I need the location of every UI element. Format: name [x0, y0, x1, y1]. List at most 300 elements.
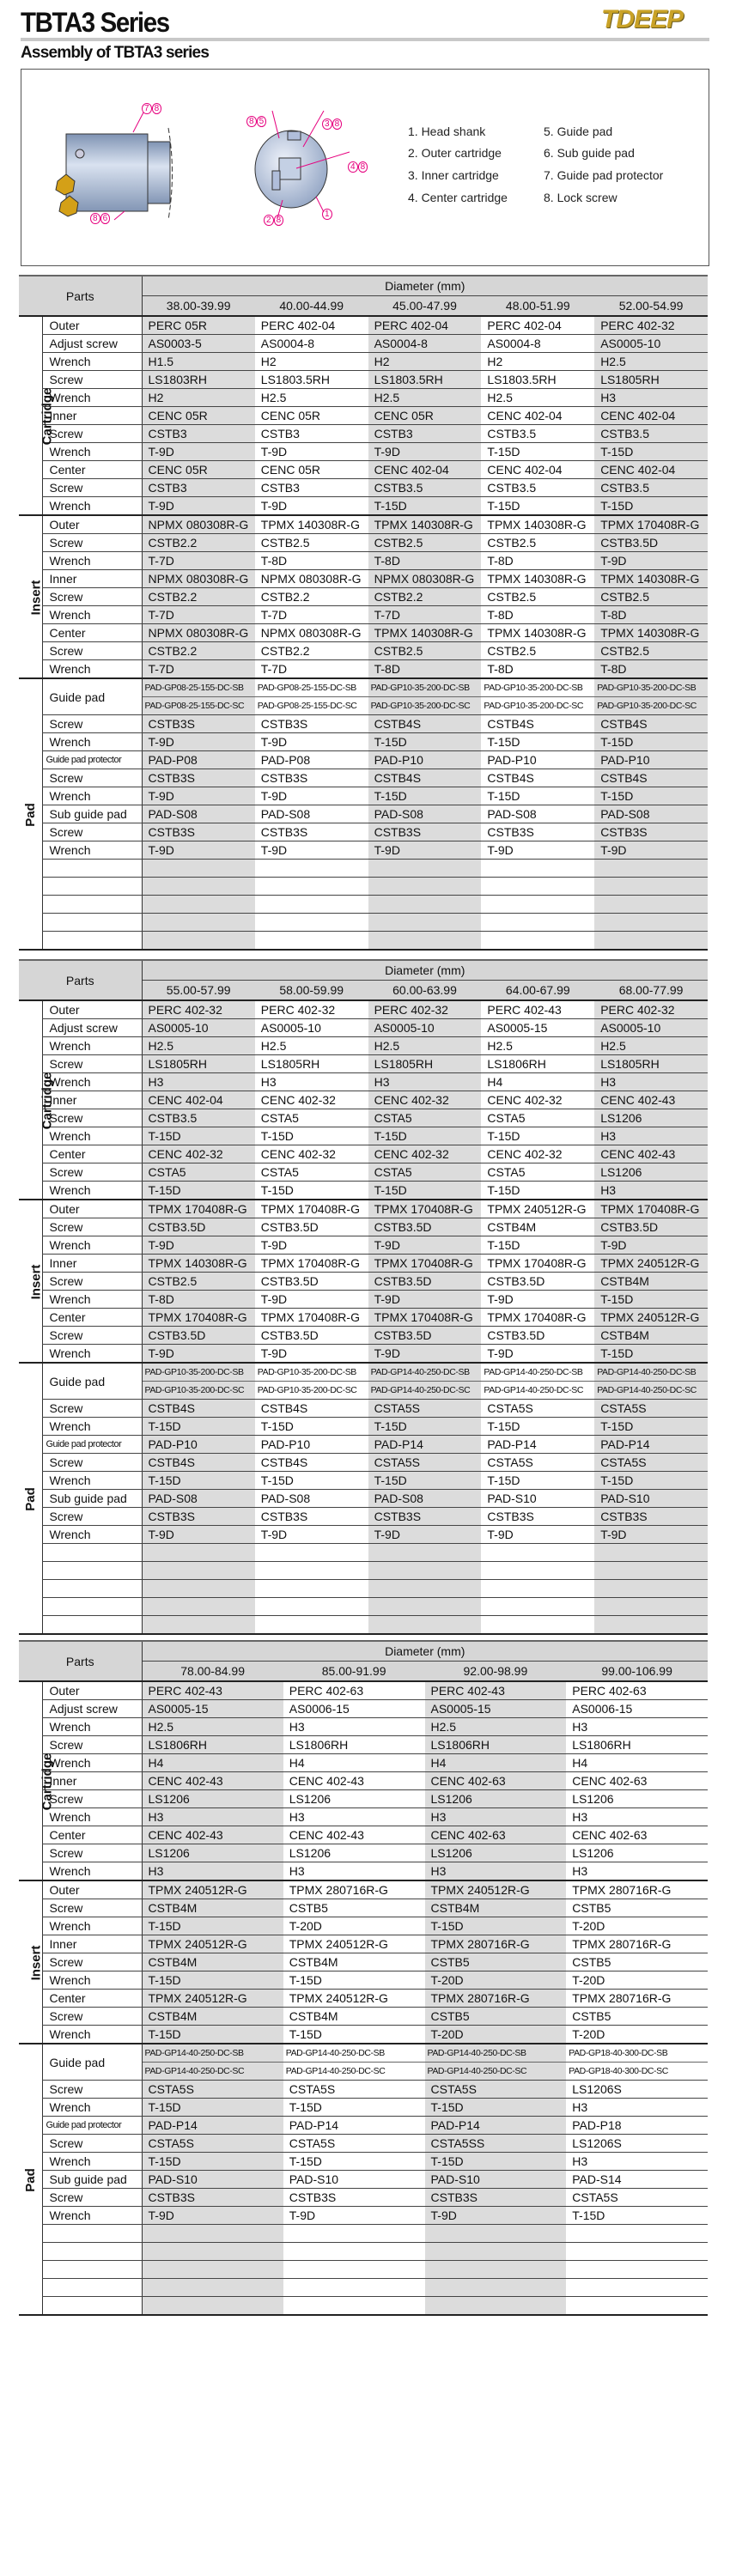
- part-code: PAD-P10: [594, 751, 708, 769]
- empty-cell: [566, 2279, 708, 2297]
- part-code: CENC 402-63: [566, 1826, 708, 1844]
- part-code: TPMX 140308R-G: [368, 515, 482, 534]
- part-code: CSTB2.5: [255, 534, 368, 552]
- part-code: CSTB3: [368, 425, 482, 443]
- part-code: T-9D: [255, 787, 368, 805]
- part-code: TPMX 280716R-G: [283, 1880, 425, 1899]
- part-code: CSTA5S: [425, 2081, 567, 2099]
- empty-row: [19, 1562, 708, 1580]
- part-code: TPMX 240512R-G: [283, 1990, 425, 2008]
- empty-cell: [142, 2279, 283, 2297]
- part-label: Adjust screw: [42, 1019, 142, 1037]
- part-label: Guide pad: [42, 1363, 142, 1400]
- part-code: CENC 402-32: [481, 1145, 594, 1163]
- part-label: Sub guide pad: [42, 805, 142, 823]
- part-code: H1.5: [142, 353, 255, 371]
- part-code: CSTB2.5: [594, 588, 708, 606]
- part-code: LS1805RH: [368, 1055, 482, 1073]
- empty-cell: [255, 1598, 368, 1616]
- diameter-range: 55.00-57.99: [142, 981, 255, 1001]
- table-row: [19, 1200, 708, 1218]
- part-label: Screw: [42, 1400, 142, 1418]
- part-code: CSTA5: [255, 1163, 368, 1182]
- part-code: TPMX 140308R-G: [255, 515, 368, 534]
- part-code: TPMX 170408R-G: [255, 1200, 368, 1218]
- part-code: TPMX 240512R-G: [594, 1255, 708, 1273]
- part-code: T-8D: [255, 552, 368, 570]
- part-label: Inner: [42, 570, 142, 588]
- empty-cell: [368, 932, 482, 951]
- table-row: [19, 497, 708, 516]
- part-code: CSTB3.5D: [142, 1327, 255, 1345]
- part-label: Wrench: [42, 1718, 142, 1736]
- table-row: [19, 1700, 708, 1718]
- part-label: Center: [42, 624, 142, 642]
- part-code: CSTA5: [142, 1163, 255, 1182]
- part-code: T-9D: [368, 841, 482, 860]
- part-code: H4: [481, 1073, 594, 1091]
- part-code: H3: [425, 1862, 567, 1881]
- callout-front-right: 4 8: [348, 162, 368, 172]
- part-code: T-15D: [142, 1182, 255, 1200]
- part-code: PAD-GP14-40-250-DC-SC: [594, 1382, 708, 1400]
- part-code: CENC 402-63: [425, 1772, 567, 1790]
- empty-cell: [142, 2243, 283, 2261]
- part-code: CSTB3.5D: [594, 1218, 708, 1236]
- part-code: CSTB3S: [283, 2189, 425, 2207]
- part-code: CSTA5S: [594, 1454, 708, 1472]
- empty-cell: [368, 860, 482, 878]
- part-code: PAD-GP10-35-200-DC-SB: [481, 678, 594, 697]
- part-code: CSTB3: [142, 425, 255, 443]
- part-code: PAD-S08: [142, 805, 255, 823]
- part-code: TPMX 280716R-G: [566, 1935, 708, 1953]
- part-code: PAD-GP10-35-200-DC-SC: [142, 1382, 255, 1400]
- part-code: H3: [142, 1808, 283, 1826]
- part-code: T-15D: [594, 1345, 708, 1364]
- part-code: LS1206: [425, 1790, 567, 1808]
- part-code: CSTB2.5: [481, 588, 594, 606]
- part-label: Screw: [42, 1953, 142, 1971]
- part-code: T-15D: [425, 1917, 567, 1935]
- empty-row: [19, 2297, 708, 2316]
- empty-cell: [255, 932, 368, 951]
- part-code: CSTA5: [481, 1109, 594, 1127]
- part-code: H3: [283, 1808, 425, 1826]
- part-code: T-15D: [368, 733, 482, 751]
- part-code: T-15D: [481, 1472, 594, 1490]
- part-code: H3: [142, 1862, 283, 1881]
- part-code: CENC 05R: [142, 407, 255, 425]
- part-label: Screw: [42, 1790, 142, 1808]
- empty-cell: [42, 1616, 142, 1635]
- empty-cell: [566, 2225, 708, 2243]
- part-code: H3: [594, 1127, 708, 1145]
- empty-cell: [142, 1562, 255, 1580]
- part-code: H2.5: [481, 389, 594, 407]
- part-code: CSTA5S: [566, 2189, 708, 2207]
- part-code: PAD-GP14-40-250-DC-SC: [283, 2063, 425, 2081]
- part-code: PAD-GP10-35-200-DC-SC: [368, 697, 482, 715]
- part-code: PAD-S10: [481, 1490, 594, 1508]
- part-label: Wrench: [42, 1472, 142, 1490]
- part-code: CENC 05R: [142, 461, 255, 479]
- table-row: [19, 1862, 708, 1881]
- table-row: [19, 2117, 708, 2135]
- part-code: NPMX 080308R-G: [368, 570, 482, 588]
- part-code: PERC 05R: [142, 316, 255, 335]
- part-code: CSTB4M: [425, 1899, 567, 1917]
- part-code: CSTA5S: [368, 1400, 482, 1418]
- table-row: [19, 1935, 708, 1953]
- part-code: PAD-S08: [481, 805, 594, 823]
- part-code: PAD-P10: [142, 1436, 255, 1454]
- part-code: PAD-GP14-40-250-DC-SB: [283, 2044, 425, 2063]
- part-code: CSTB3S: [368, 1508, 482, 1526]
- part-code: PAD-S08: [368, 1490, 482, 1508]
- part-code: T-15D: [142, 1917, 283, 1935]
- part-code: CSTA5S: [142, 2081, 283, 2099]
- part-code: CSTB4S: [142, 1400, 255, 1418]
- part-code: T-15D: [425, 2153, 567, 2171]
- part-code: T-8D: [594, 660, 708, 679]
- empty-cell: [368, 896, 482, 914]
- part-code: PERC 402-32: [368, 1000, 482, 1019]
- part-code: TPMX 240512R-G: [142, 1880, 283, 1899]
- part-code: AS0005-10: [594, 1019, 708, 1037]
- empty-cell: [425, 2297, 567, 2316]
- page-title: TBTA3 Series: [21, 7, 169, 38]
- part-code: TPMX 170408R-G: [594, 1200, 708, 1218]
- part-code: LS1805RH: [594, 371, 708, 389]
- part-code: LS1206: [594, 1109, 708, 1127]
- empty-row: [19, 1616, 708, 1635]
- part-code: H2.5: [255, 1037, 368, 1055]
- part-code: CSTB2.2: [142, 642, 255, 660]
- legend-item: 2. Outer cartridge: [408, 146, 502, 160]
- part-code: CSTA5S: [283, 2135, 425, 2153]
- part-code: TPMX 140308R-G: [481, 515, 594, 534]
- part-code: TPMX 140308R-G: [594, 570, 708, 588]
- part-code: TPMX 280716R-G: [425, 1935, 567, 1953]
- empty-row: [19, 878, 708, 896]
- part-code: CSTB3.5D: [481, 1273, 594, 1291]
- empty-cell: [255, 1544, 368, 1562]
- table-row: [19, 515, 708, 534]
- part-code: CSTB2.5: [368, 642, 482, 660]
- empty-cell: [368, 1616, 482, 1635]
- part-code: LS1206: [566, 1790, 708, 1808]
- table-row: [19, 2081, 708, 2099]
- part-code: CSTB4M: [142, 1953, 283, 1971]
- empty-cell: [142, 896, 255, 914]
- table-row: [19, 1091, 708, 1109]
- part-code: H3: [425, 1808, 567, 1826]
- part-code: LS1805RH: [142, 1055, 255, 1073]
- part-code: CSTB3: [142, 479, 255, 497]
- part-code: CSTB3.5D: [368, 1273, 482, 1291]
- diameter-header: Diameter (mm): [142, 960, 708, 981]
- part-label: Wrench: [42, 443, 142, 461]
- part-code: CSTB4M: [142, 1899, 283, 1917]
- empty-cell: [594, 896, 708, 914]
- table-row: [19, 1327, 708, 1345]
- part-code: T-15D: [283, 2153, 425, 2171]
- part-code: CENC 402-43: [594, 1145, 708, 1163]
- empty-cell: [425, 2261, 567, 2279]
- part-code: LS1806RH: [283, 1736, 425, 1754]
- empty-cell: [481, 896, 594, 914]
- part-code: T-15D: [594, 497, 708, 516]
- part-label: Screw: [42, 2008, 142, 2026]
- part-code: PERC 402-63: [566, 1681, 708, 1700]
- part-code: CSTB3S: [255, 715, 368, 733]
- empty-cell: [255, 914, 368, 932]
- part-label: Screw: [42, 1899, 142, 1917]
- part-code: T-9D: [425, 2207, 567, 2225]
- part-label: Outer: [42, 1880, 142, 1899]
- part-code: H2.5: [368, 1037, 482, 1055]
- part-code: CSTB4M: [142, 2008, 283, 2026]
- part-code: CSTB5: [425, 2008, 567, 2026]
- table-row: [19, 1508, 708, 1526]
- empty-cell: [594, 1598, 708, 1616]
- table-row: [19, 1163, 708, 1182]
- table-row: [19, 443, 708, 461]
- part-label: Wrench: [42, 1291, 142, 1309]
- part-code: CSTB4S: [594, 769, 708, 787]
- part-code: AS0005-15: [481, 1019, 594, 1037]
- part-label: Wrench: [42, 1127, 142, 1145]
- part-code: CSTB2.5: [481, 534, 594, 552]
- part-code: T-8D: [142, 1291, 255, 1309]
- part-code: CSTB3.5D: [481, 1327, 594, 1345]
- part-label: Inner: [42, 1091, 142, 1109]
- legend-item: 7. Guide pad protector: [544, 168, 664, 182]
- part-code: PAD-GP14-40-250-DC-SB: [142, 2044, 283, 2063]
- part-code: CSTB4M: [283, 2008, 425, 2026]
- callout-front-shank: 1: [322, 210, 332, 219]
- part-code: PAD-GP14-40-250-DC-SB: [425, 2044, 567, 2063]
- part-code: LS1803.5RH: [481, 371, 594, 389]
- part-code: TPMX 280716R-G: [566, 1990, 708, 2008]
- table-row: [19, 461, 708, 479]
- part-code: LS1803RH: [142, 371, 255, 389]
- part-label: Screw: [42, 1508, 142, 1526]
- part-code: T-15D: [368, 497, 482, 516]
- part-code: PERC 402-63: [283, 1681, 425, 1700]
- part-code: CSTB5: [283, 1899, 425, 1917]
- part-code: T-15D: [566, 2207, 708, 2225]
- part-code: AS0006-15: [566, 1700, 708, 1718]
- part-label: Inner: [42, 1255, 142, 1273]
- parts-table-3: [19, 1640, 708, 2316]
- part-code: T-9D: [142, 841, 255, 860]
- part-code: CENC 402-43: [283, 1826, 425, 1844]
- table-row: [19, 642, 708, 660]
- part-code: T-15D: [594, 1418, 708, 1436]
- part-label: Wrench: [42, 1917, 142, 1935]
- part-code: CSTA5S: [283, 2081, 425, 2099]
- empty-cell: [255, 1562, 368, 1580]
- diameter-range: 40.00-44.99: [255, 296, 368, 317]
- part-code: CENC 05R: [255, 461, 368, 479]
- part-code: TPMX 170408R-G: [142, 1309, 255, 1327]
- table-row: [19, 1218, 708, 1236]
- part-code: H3: [594, 389, 708, 407]
- part-code: T-9D: [255, 497, 368, 516]
- part-code: T-15D: [255, 1127, 368, 1145]
- empty-row: [19, 1580, 708, 1598]
- part-code: PAD-GP14-40-250-DC-SC: [368, 1382, 482, 1400]
- group-label-insert: Insert: [19, 515, 42, 678]
- part-code: TPMX 170408R-G: [368, 1309, 482, 1327]
- part-code: TPMX 170408R-G: [481, 1309, 594, 1327]
- diameter-range: 85.00-91.99: [283, 1662, 425, 1682]
- diameter-range: 99.00-106.99: [566, 1662, 708, 1682]
- empty-cell: [42, 2279, 142, 2297]
- part-label: Screw: [42, 642, 142, 660]
- table-row: [19, 316, 708, 335]
- empty-cell: [594, 914, 708, 932]
- table-row: [19, 1971, 708, 1990]
- part-code: CSTB3S: [142, 769, 255, 787]
- part-code: AS0003-5: [142, 335, 255, 353]
- part-code: PERC 402-43: [425, 1681, 567, 1700]
- part-code: LS1206: [283, 1844, 425, 1862]
- part-label: Guide pad protector: [42, 2117, 142, 2135]
- empty-row: [19, 2261, 708, 2279]
- part-code: NPMX 080308R-G: [142, 515, 255, 534]
- part-code: CENC 402-04: [594, 461, 708, 479]
- table-row: [19, 769, 708, 787]
- part-code: LS1206: [425, 1844, 567, 1862]
- part-label: Wrench: [42, 841, 142, 860]
- part-code: CSTB4S: [255, 1400, 368, 1418]
- empty-cell: [481, 1598, 594, 1616]
- part-code: CSTB2.2: [142, 534, 255, 552]
- part-code: T-20D: [425, 2026, 567, 2044]
- part-code: CSTB2.2: [255, 642, 368, 660]
- part-code: LS1206: [142, 1844, 283, 1862]
- table-row: [19, 2008, 708, 2026]
- legend-item: 6. Sub guide pad: [544, 146, 635, 160]
- part-code: CSTB3S: [594, 823, 708, 841]
- part-code: TPMX 170408R-G: [481, 1255, 594, 1273]
- part-code: H2: [255, 353, 368, 371]
- legend-item: 1. Head shank: [408, 125, 486, 138]
- part-code: CSTB4M: [481, 1218, 594, 1236]
- part-label: Guide pad protector: [42, 1436, 142, 1454]
- part-code: CSTB3S: [368, 823, 482, 841]
- part-code: TPMX 240512R-G: [425, 1880, 567, 1899]
- part-code: T-15D: [142, 1418, 255, 1436]
- parts-table-1: [19, 275, 708, 951]
- table-row: [19, 1037, 708, 1055]
- part-code: T-9D: [142, 2207, 283, 2225]
- part-code: T-15D: [283, 2026, 425, 2044]
- part-code: TPMX 140308R-G: [481, 570, 594, 588]
- empty-cell: [283, 2297, 425, 2316]
- callout-front-bottom: 2 8: [264, 216, 283, 225]
- part-label: Wrench: [42, 1862, 142, 1881]
- part-code: CENC 05R: [255, 407, 368, 425]
- part-code: TPMX 170408R-G: [255, 1255, 368, 1273]
- empty-cell: [42, 1580, 142, 1598]
- part-code: TPMX 240512R-G: [142, 1935, 283, 1953]
- part-code: LS1206: [566, 1844, 708, 1862]
- part-code: PAD-S08: [594, 805, 708, 823]
- part-code: PAD-P14: [425, 2117, 567, 2135]
- part-code: CSTB3.5: [142, 1109, 255, 1127]
- empty-row: [19, 1544, 708, 1562]
- part-code: CSTB3.5: [594, 479, 708, 497]
- empty-cell: [594, 1616, 708, 1635]
- part-code: CSTB3.5: [368, 479, 482, 497]
- part-code: CENC 402-32: [142, 1145, 255, 1163]
- part-code: LS1206: [142, 1790, 283, 1808]
- part-code: CSTB2.5: [368, 534, 482, 552]
- part-code: CSTB4S: [481, 769, 594, 787]
- table-row: [19, 389, 708, 407]
- part-code: AS0004-8: [255, 335, 368, 353]
- empty-cell: [368, 914, 482, 932]
- part-code: PAD-S08: [255, 805, 368, 823]
- part-code: T-15D: [142, 1971, 283, 1990]
- part-code: T-15D: [283, 1971, 425, 1990]
- part-label: Sub guide pad: [42, 2171, 142, 2189]
- empty-cell: [425, 2279, 567, 2297]
- callout-side-bottom: 8 6: [90, 214, 110, 223]
- part-label: Screw: [42, 1109, 142, 1127]
- empty-row: [19, 932, 708, 951]
- part-code: AS0004-8: [368, 335, 482, 353]
- table-row: [19, 624, 708, 642]
- part-code: CSTB4M: [594, 1273, 708, 1291]
- part-code: NPMX 080308R-G: [255, 570, 368, 588]
- part-code: LS1806RH: [481, 1055, 594, 1073]
- part-code: PAD-GP14-40-250-DC-SC: [425, 2063, 567, 2081]
- part-code: LS1206S: [566, 2135, 708, 2153]
- part-code: PAD-GP10-35-200-DC-SB: [368, 678, 482, 697]
- legend-item: 4. Center cartridge: [408, 191, 508, 204]
- table-row: [19, 1418, 708, 1436]
- table-row: [19, 1273, 708, 1291]
- part-label: Screw: [42, 1218, 142, 1236]
- part-code: T-8D: [594, 606, 708, 624]
- part-label: Outer: [42, 1200, 142, 1218]
- callout-front-topleft: 8 5: [246, 117, 266, 126]
- group-label-pad: Pad: [19, 2044, 42, 2315]
- part-code: PAD-S08: [368, 805, 482, 823]
- part-code: PAD-P14: [594, 1436, 708, 1454]
- part-code: CSTA5S: [594, 1400, 708, 1418]
- empty-row: [19, 896, 708, 914]
- part-code: T-15D: [142, 2153, 283, 2171]
- empty-cell: [142, 860, 255, 878]
- table-row: [19, 1291, 708, 1309]
- empty-cell: [142, 2225, 283, 2243]
- part-label: Center: [42, 1145, 142, 1163]
- parts-header: Parts: [19, 960, 142, 1000]
- part-code: TPMX 170408R-G: [594, 515, 708, 534]
- diameter-range: 45.00-47.99: [368, 296, 482, 317]
- part-code: TPMX 240512R-G: [594, 1309, 708, 1327]
- title-divider: [21, 38, 709, 41]
- part-code: H2.5: [142, 1718, 283, 1736]
- part-code: PAD-GP14-40-250-DC-SB: [481, 1363, 594, 1382]
- empty-cell: [42, 896, 142, 914]
